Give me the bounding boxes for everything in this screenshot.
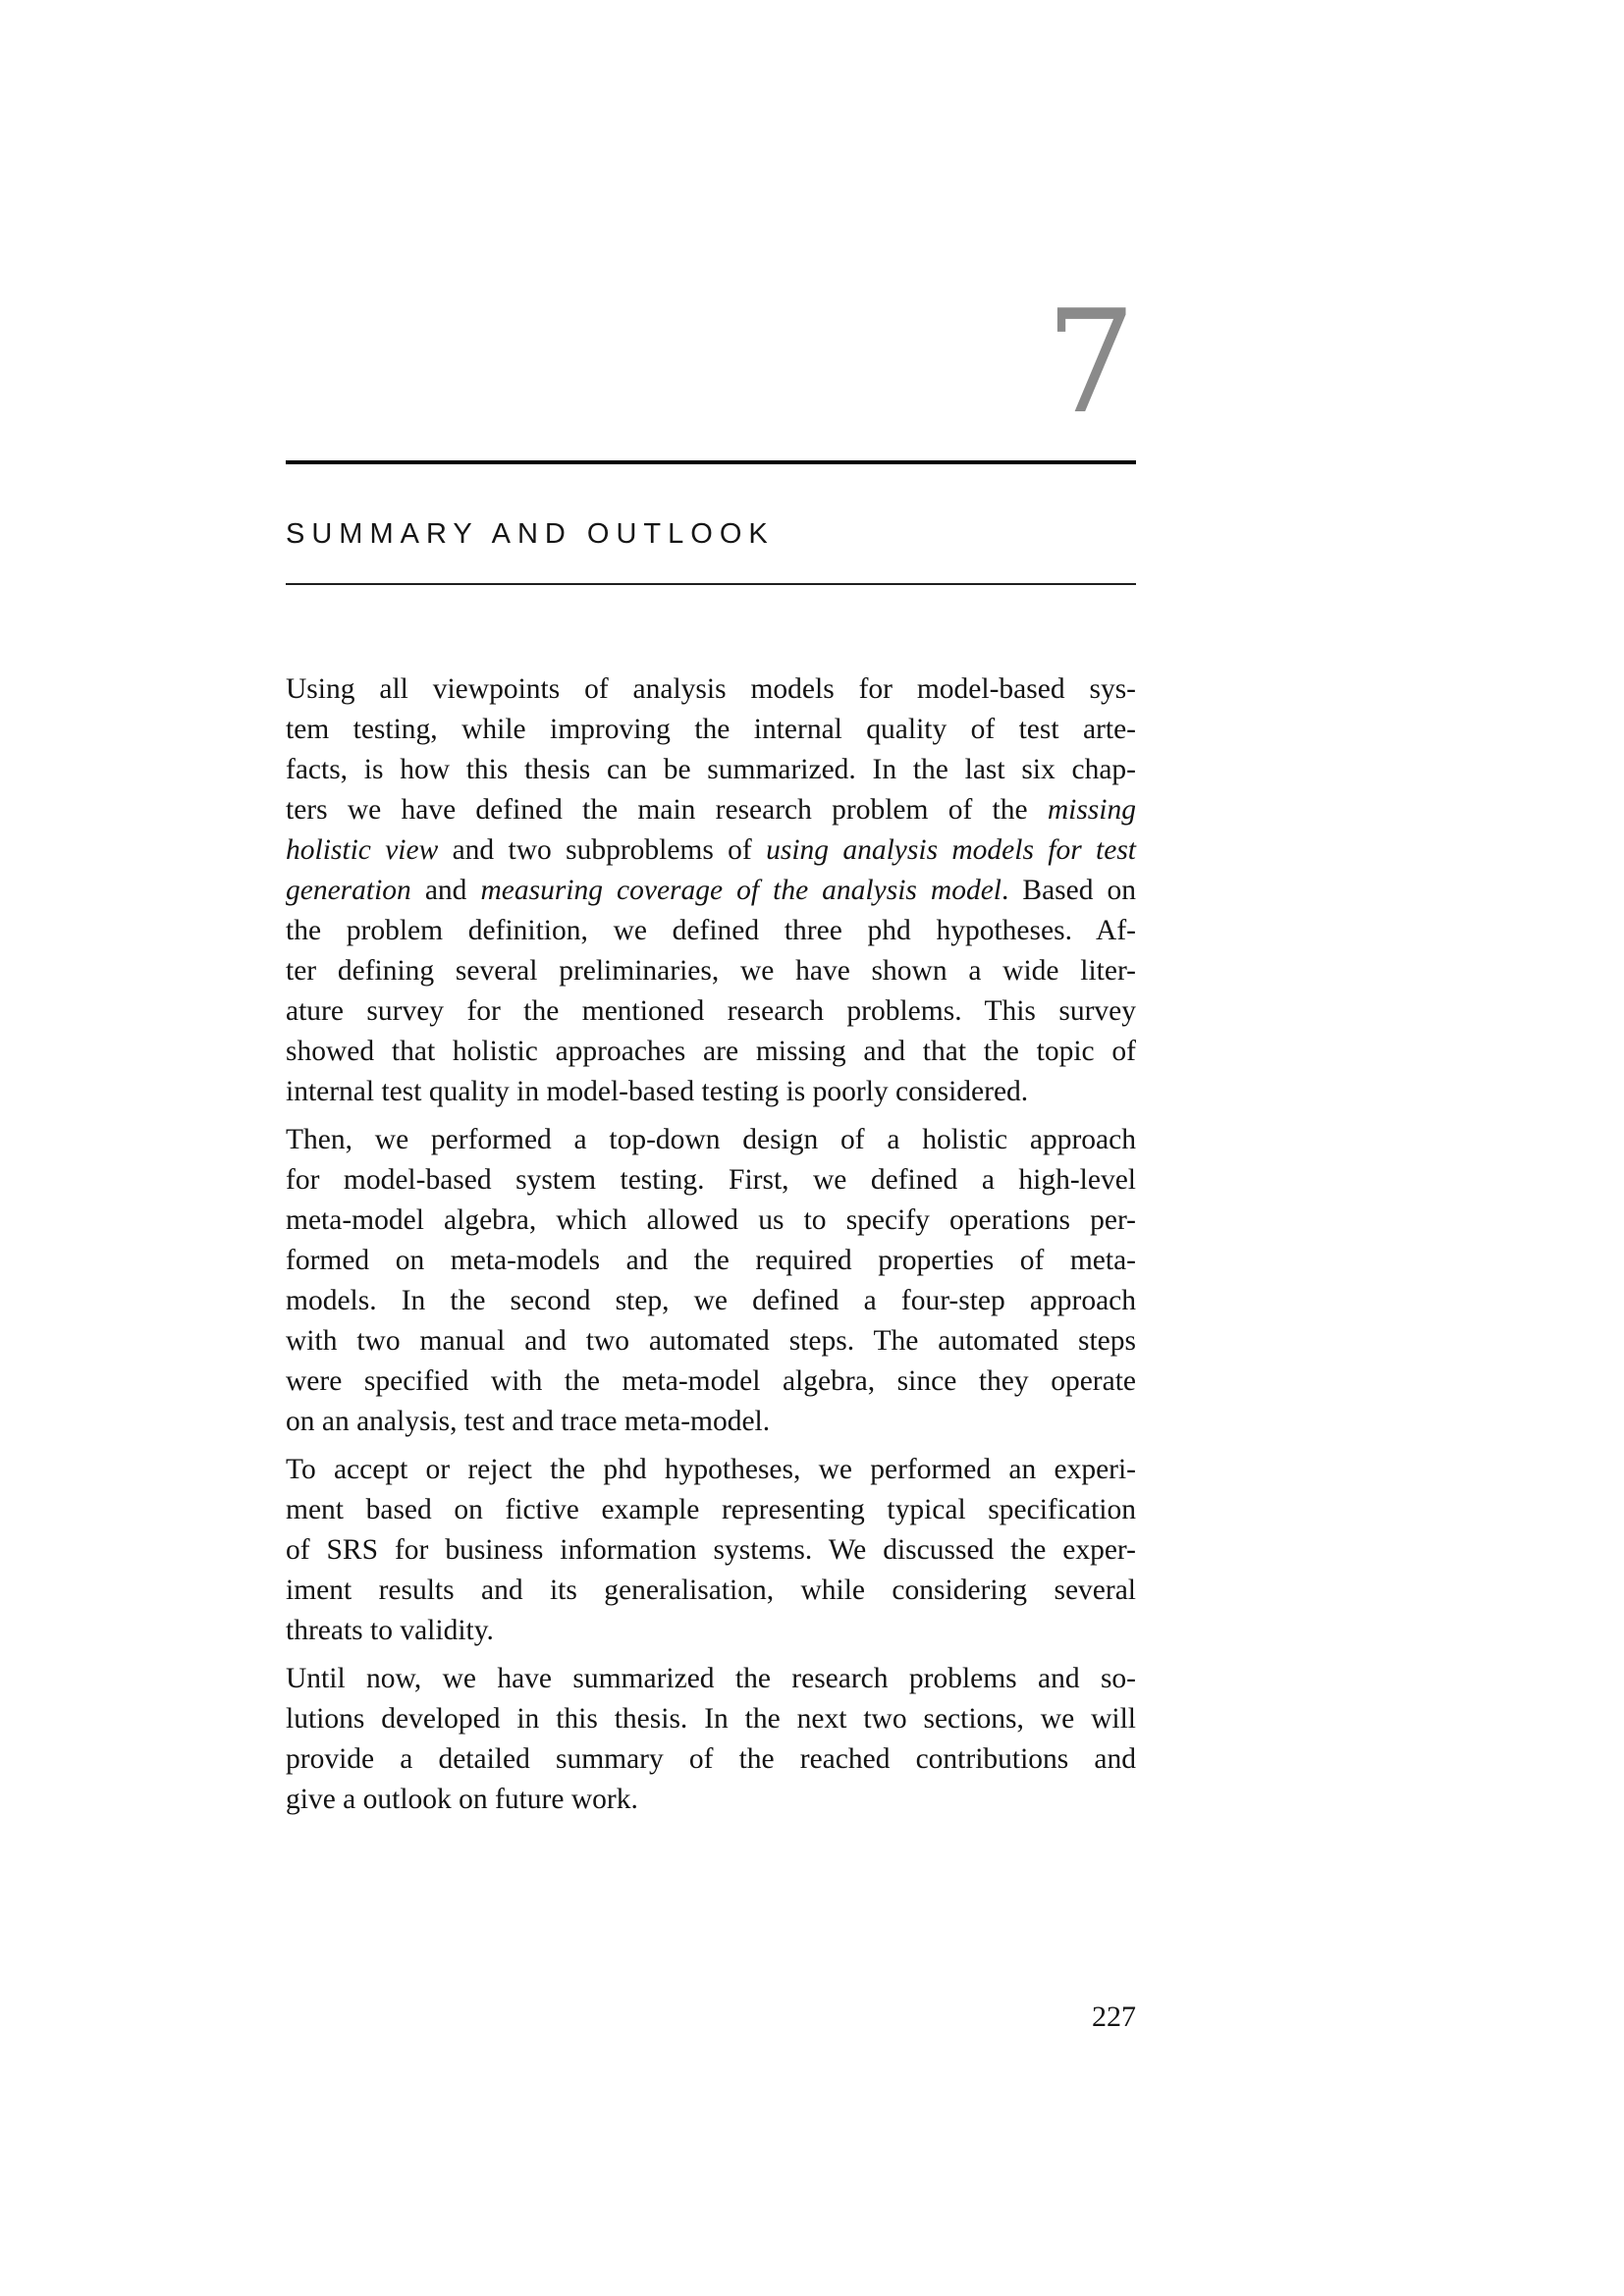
text-segment: Using all viewpoints of analysis models for model-based sys-: [286, 673, 1136, 705]
text-line: [286, 1611, 1136, 1651]
text-segment: were specified with the meta-model algebra, since they operate: [286, 1365, 1136, 1397]
text-line: [286, 1072, 1136, 1112]
body-text: [286, 669, 1136, 1828]
text-segment: iment results and its generalisation, while considering several: [286, 1575, 1136, 1606]
text-line: [286, 1362, 1136, 1402]
paragraph: [286, 669, 1136, 1112]
text-line: [286, 1530, 1136, 1571]
text-line: [286, 1321, 1136, 1362]
text-line: [286, 911, 1136, 951]
text-segment: tem testing, while improving the internal quality of test arte-: [286, 714, 1136, 745]
italic-text: using analysis models for test: [766, 834, 1137, 866]
text-segment: meta-model algebra, which allowed us to specify operations per-: [286, 1204, 1136, 1236]
text-segment: models. In the second step, we defined a four-step approach: [286, 1285, 1136, 1316]
chapter-number: 7: [1045, 280, 1136, 446]
text-segment: ter defining several preliminaries, we have shown a wide liter-: [286, 955, 1136, 987]
italic-text: generation: [286, 875, 411, 906]
chapter-rule-top: [286, 460, 1136, 464]
paragraph: [286, 1659, 1136, 1820]
text-segment: the problem definition, we defined three phd hypotheses. Af-: [286, 915, 1136, 946]
italic-text: missing: [1047, 794, 1136, 826]
text-segment: showed that holistic approaches are missing and that the topic of: [286, 1036, 1136, 1067]
text-segment: facts, is how this thesis can be summarized. In the last six chap-: [286, 754, 1136, 785]
text-line: [286, 871, 1136, 911]
text-line: [286, 710, 1136, 750]
text-segment: lutions developed in this thesis. In the next two sections, we will: [286, 1703, 1136, 1735]
text-segment: with two manual and two automated steps. The automated steps: [286, 1325, 1136, 1357]
text-line: [286, 1241, 1136, 1281]
chapter-rule-bottom: [286, 583, 1136, 585]
text-segment: . Based on: [1001, 875, 1137, 906]
text-line: [286, 669, 1136, 710]
text-segment: threats to validity.: [286, 1615, 494, 1646]
text-segment: formed on meta-models and the required properties of meta-: [286, 1245, 1136, 1276]
text-segment: To accept or reject the phd hypotheses, we performed an experi-: [286, 1454, 1136, 1485]
text-line: [286, 1659, 1136, 1699]
text-line: [286, 1201, 1136, 1241]
text-line: [286, 991, 1136, 1032]
text-line: [286, 1699, 1136, 1739]
chapter-title: SUMMARY AND OUTLOOK: [286, 518, 775, 550]
text-segment: give a outlook on future work.: [286, 1784, 638, 1815]
text-segment: for model-based system testing. First, we defined a high-level: [286, 1164, 1136, 1196]
text-line: [286, 750, 1136, 790]
text-line: [286, 1490, 1136, 1530]
text-line: [286, 1571, 1136, 1611]
text-segment: Then, we performed a top-down design of a holistic approach: [286, 1124, 1136, 1155]
text-segment: ment based on fictive example representing typical specification: [286, 1494, 1136, 1525]
text-line: [286, 1450, 1136, 1490]
paragraph: [286, 1120, 1136, 1442]
paragraph: [286, 1450, 1136, 1651]
text-line: [286, 1281, 1136, 1321]
text-line: [286, 1120, 1136, 1160]
text-segment: on an analysis, test and trace meta-model.: [286, 1406, 771, 1437]
text-line: [286, 830, 1136, 871]
italic-text: measuring coverage of the analysis model: [480, 875, 1001, 906]
page-number: 227: [1092, 2001, 1136, 2033]
text-line: [286, 1739, 1136, 1780]
text-segment: and two subproblems of: [438, 834, 767, 866]
text-segment: of SRS for business information systems. We discussed the exper-: [286, 1534, 1136, 1566]
text-line: [286, 1402, 1136, 1442]
text-line: [286, 951, 1136, 991]
text-line: [286, 790, 1136, 830]
text-segment: ature survey for the mentioned research problems. This survey: [286, 995, 1136, 1027]
text-segment: Until now, we have summarized the research problems and so-: [286, 1663, 1136, 1694]
italic-text: holistic view: [286, 834, 439, 866]
text-segment: internal test quality in model-based testing is poorly considered.: [286, 1076, 1029, 1107]
text-segment: and: [410, 875, 481, 906]
text-segment: ters we have defined the main research problem of the: [286, 794, 1048, 826]
text-line: [286, 1160, 1136, 1201]
text-line: [286, 1780, 1136, 1820]
text-segment: provide a detailed summary of the reached contributions and: [286, 1743, 1136, 1775]
text-line: [286, 1032, 1136, 1072]
